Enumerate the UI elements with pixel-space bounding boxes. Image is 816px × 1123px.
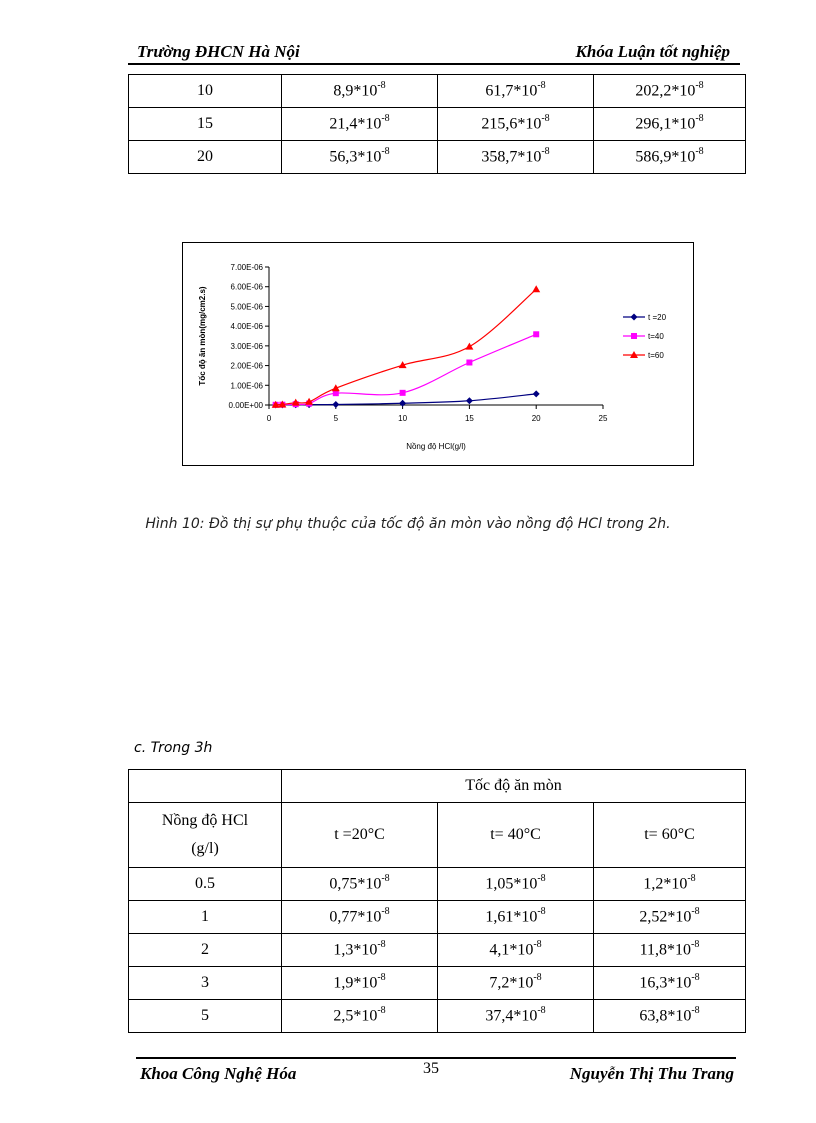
concentration-header-line1: Nồng độ HCl bbox=[161, 812, 249, 829]
temp-header-20: t =20°C bbox=[282, 803, 438, 868]
data-point bbox=[465, 343, 473, 350]
rate-cell-40: $61,7*10^{-8}$ bbox=[438, 75, 594, 108]
concentration-header bbox=[129, 803, 282, 868]
header-thesis: Khóa Luận tốt nghiệp bbox=[575, 42, 730, 61]
figure-caption: Hình 10: Đồ thị sự phụ thuộc của tốc độ ăn mòn vào nồng độ HCl trong 2h. bbox=[145, 516, 671, 532]
table-row bbox=[129, 141, 746, 174]
data-point bbox=[332, 401, 339, 408]
concentration-cell: 2 bbox=[129, 934, 282, 967]
rate-cell-40: $215,6*10^{-8}$ bbox=[438, 108, 594, 141]
rate-cell-60: $1,2*10^{-8}$ bbox=[594, 868, 746, 901]
page-number: 35 bbox=[423, 1060, 439, 1077]
y-tick-label: 2.00E-06 bbox=[230, 361, 263, 371]
blank-header-cell bbox=[129, 770, 282, 803]
concentration-cell: 1 bbox=[129, 901, 282, 934]
data-point bbox=[532, 285, 540, 292]
legend-marker bbox=[631, 333, 637, 339]
rate-cell-20: $1,3*10^{-8}$ bbox=[282, 934, 438, 967]
chart-svg bbox=[183, 243, 693, 465]
concentration-cell: 10 bbox=[129, 75, 282, 108]
table-3h bbox=[128, 769, 746, 1033]
footer-author: Nguyễn Thị Thu Trang bbox=[569, 1064, 734, 1083]
y-tick-label: 1.00E-06 bbox=[230, 381, 263, 391]
x-axis-label: Nồng độ HCl(g/l) bbox=[406, 442, 466, 451]
corrosion-chart bbox=[182, 242, 694, 466]
series-line-2 bbox=[276, 289, 537, 404]
rate-cell-20: $0,75*10^{-8}$ bbox=[282, 868, 438, 901]
rate-cell-20: $0,77*10^{-8}$ bbox=[282, 901, 438, 934]
table-continued bbox=[128, 74, 746, 174]
data-point bbox=[466, 359, 472, 365]
rate-cell-60: $586,9*10^{-8}$ bbox=[594, 141, 746, 174]
concentration-cell: 15 bbox=[129, 108, 282, 141]
table-header-row bbox=[129, 770, 746, 803]
rate-cell-20: $8,9*10^{-8}$ bbox=[282, 75, 438, 108]
x-tick-label: 15 bbox=[464, 414, 474, 423]
concentration-cell: 0.5 bbox=[129, 868, 282, 901]
rate-cell-20: $1,9*10^{-8}$ bbox=[282, 967, 438, 1000]
concentration-cell: 5 bbox=[129, 1000, 282, 1033]
footer-faculty: Khoa Công Nghệ Hóa bbox=[140, 1064, 297, 1083]
rate-cell-20: $2,5*10^{-8}$ bbox=[282, 1000, 438, 1033]
rate-cell-20: $56,3*10^{-8}$ bbox=[282, 141, 438, 174]
legend-label: t=40 bbox=[648, 332, 664, 341]
rate-cell-40: $37,4*10^{-8}$ bbox=[438, 1000, 594, 1033]
concentration-cell: 20 bbox=[129, 141, 282, 174]
y-tick-label: 7.00E-06 bbox=[230, 263, 263, 272]
x-tick-label: 10 bbox=[398, 414, 408, 423]
header-rule bbox=[128, 63, 740, 65]
table-row bbox=[129, 901, 746, 934]
rate-cell-40: $358,7*10^{-8}$ bbox=[438, 141, 594, 174]
table-row bbox=[129, 868, 746, 901]
table-row bbox=[129, 967, 746, 1000]
x-tick-label: 25 bbox=[598, 414, 608, 423]
rate-cell-60: $11,8*10^{-8}$ bbox=[594, 934, 746, 967]
y-tick-label: 6.00E-06 bbox=[230, 282, 263, 292]
rate-cell-60: $296,1*10^{-8}$ bbox=[594, 108, 746, 141]
footer-rule bbox=[136, 1057, 736, 1059]
rate-cell-40: $1,61*10^{-8}$ bbox=[438, 901, 594, 934]
table-row bbox=[129, 934, 746, 967]
data-point bbox=[466, 397, 473, 404]
data-point bbox=[400, 390, 406, 396]
concentration-cell: 3 bbox=[129, 967, 282, 1000]
header-school: Trường ĐHCN Hà Nội bbox=[137, 42, 300, 61]
y-tick-label: 0.00E+00 bbox=[228, 401, 263, 410]
concentration-header-line2: (g/l) bbox=[191, 840, 219, 857]
temp-header-60: t= 60°C bbox=[594, 803, 746, 868]
rate-cell-40: $4,1*10^{-8}$ bbox=[438, 934, 594, 967]
rate-cell-40: $7,2*10^{-8}$ bbox=[438, 967, 594, 1000]
data-point bbox=[533, 390, 540, 397]
legend-label: t =20 bbox=[648, 313, 667, 322]
rate-cell-60: $202,2*10^{-8}$ bbox=[594, 75, 746, 108]
series-line-1 bbox=[276, 334, 537, 405]
x-tick-label: 20 bbox=[531, 414, 541, 423]
table-row bbox=[129, 75, 746, 108]
rate-cell-40: $1,05*10^{-8}$ bbox=[438, 868, 594, 901]
table-row bbox=[129, 1000, 746, 1033]
rate-cell-20: $21,4*10^{-8}$ bbox=[282, 108, 438, 141]
y-tick-label: 5.00E-06 bbox=[230, 302, 263, 312]
legend-label: t=60 bbox=[648, 351, 664, 360]
section-title: c. Trong 3h bbox=[134, 740, 213, 756]
data-point bbox=[399, 400, 406, 407]
x-tick-label: 5 bbox=[333, 414, 339, 423]
table-subheader-row bbox=[129, 803, 746, 868]
temp-header-40: t= 40°C bbox=[438, 803, 594, 868]
x-tick-label: 0 bbox=[266, 414, 272, 423]
rate-cell-60: $63,8*10^{-8}$ bbox=[594, 1000, 746, 1033]
y-tick-label: 4.00E-06 bbox=[230, 322, 263, 332]
rate-cell-60: $2,52*10^{-8}$ bbox=[594, 901, 746, 934]
y-axis-label: Tốc độ ăn mòn(mg/cm2.s) bbox=[198, 286, 207, 386]
y-tick-label: 3.00E-06 bbox=[230, 341, 263, 351]
table-row bbox=[129, 108, 746, 141]
group-header: Tốc độ ăn mòn bbox=[282, 770, 746, 803]
data-point bbox=[533, 331, 539, 337]
rate-cell-60: $16,3*10^{-8}$ bbox=[594, 967, 746, 1000]
